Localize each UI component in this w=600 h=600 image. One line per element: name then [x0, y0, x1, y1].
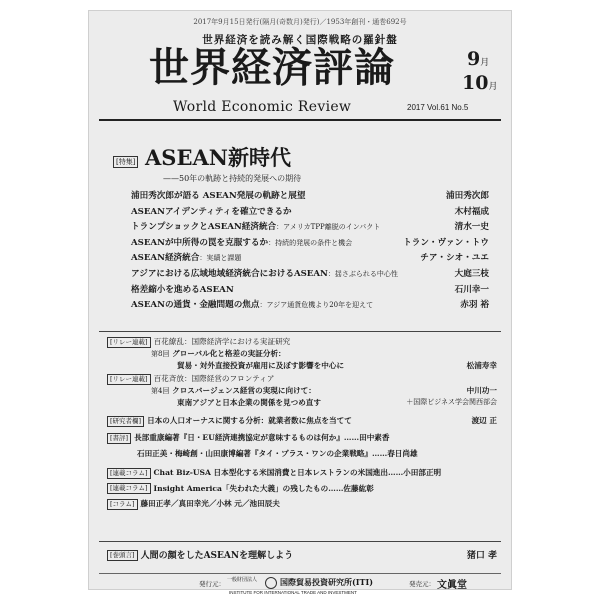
month-9: 9: [467, 48, 481, 70]
section-divider: [99, 541, 501, 542]
seller-name: 文眞堂: [437, 580, 467, 591]
list-item: [131, 298, 489, 314]
article-author: 木村福成: [454, 206, 489, 217]
issue-month-9: [467, 49, 489, 73]
feature-article-list: [131, 189, 489, 314]
article-title: アジアにおける広域地域経済統合におけるASEAN: [131, 268, 328, 279]
iti-logo-icon: [265, 577, 277, 589]
list-item: [131, 189, 489, 205]
tagline: 世界経済を読み解く国際戦略の羅針盤: [202, 34, 398, 46]
article-title: クロスバージェンス経営の実現に向けて：: [172, 385, 316, 395]
article-title: トランプショックとASEAN経済統合: [131, 222, 277, 233]
article-title: ASEAN経済統合: [131, 253, 200, 264]
org-name: 国際貿易投資研究所(ITI): [280, 577, 374, 587]
article-title: ASEANアイデンティティを確立できるか: [131, 206, 292, 217]
month-10: 10: [462, 72, 489, 94]
section-tag: [巻頭言]: [107, 550, 138, 561]
article-author: 清水一史: [454, 222, 489, 233]
article-author: 石川幸一: [454, 284, 489, 295]
article-title: ASEANの通貨・金融問題の焦点: [131, 300, 260, 311]
publisher-label: 発行元：: [199, 580, 225, 588]
article-subtitle: ：揺さぶられる中心性: [327, 269, 398, 278]
list-item: [131, 251, 489, 267]
feature-label: [特集]: [113, 156, 138, 168]
article-author-2: ＋国際ビジネス学会関西部会: [406, 397, 497, 406]
publisher-name: [265, 577, 373, 589]
relay-series-2: [107, 373, 497, 408]
article-author: チア・シオ・ユエ: [420, 253, 489, 264]
series-name: 百花斉放：国際経営のフロンティア: [153, 374, 275, 383]
article-title: グローバル化と格差の実証分析：: [172, 348, 286, 358]
section-tag: [リレー連載]: [107, 337, 151, 348]
list-item: [131, 220, 489, 236]
issue-month-10: [462, 73, 497, 97]
publication-info: 2017年9月15日発行(隔月(奇数月)発行)／1953年創刊・通巻692号: [193, 18, 407, 26]
column-item: Chat Biz-USA 日本型化する米国消費と日本レストランの米国進出……小田部正明: [153, 468, 442, 477]
section-tag: [コラム]: [107, 499, 138, 510]
article-author: 松浦寿幸: [466, 360, 497, 370]
list-item: [131, 236, 489, 252]
column-item: Insight America「失われた大義」の残したもの……佐藤紘彰: [153, 483, 374, 493]
org-type: 一般財団法人: [227, 577, 258, 583]
researcher-column: [107, 415, 497, 427]
book-reviews: [107, 432, 497, 459]
list-item: [131, 205, 489, 221]
article-title: 日本の人口オーナスに関する分析：就業者数に焦点を当てて: [147, 416, 352, 425]
article-subtitle: ：実績と課題: [199, 254, 242, 263]
section-tag: [リレー連載]: [107, 374, 151, 385]
article-title: 格差縮小を進めるASEAN: [131, 284, 234, 295]
article-author: 渡辺 正: [471, 416, 497, 425]
section-tag: [研究者欄]: [107, 416, 144, 427]
article-title-2: 貿易・対外直接投資が雇用に及ぼす影響を中心に: [177, 360, 345, 370]
article-title-2: 東南アジアと日本企業の関係を見つめ直す: [177, 397, 321, 407]
article-title: 浦田秀次郎が語る ASEAN発展の軌跡と展望: [131, 191, 306, 201]
section-tag: [連載コラム]: [107, 483, 151, 494]
article-author: 猪口 孝: [466, 551, 497, 561]
article-subtitle: ：アジア通貨危機より20年を迎えて: [259, 301, 374, 310]
article-subtitle: ：持続的発展の条件と機会: [268, 238, 353, 247]
magazine-cover: [88, 10, 512, 595]
review-item: 石田正美・梅崎創・山田康博編著『タイ・プラス・ワンの企業戦略』……春日尚雄: [137, 448, 418, 458]
volume-info: 2017 Vol.61 No.5: [407, 103, 469, 112]
list-item: [131, 283, 489, 299]
section-tag: [連載コラム]: [107, 468, 151, 479]
relay-series-1: [107, 336, 497, 371]
month-unit: 月: [488, 82, 498, 92]
article-author: 中川功一: [466, 385, 497, 395]
column-authors: 藤田正孝／真田幸光／小林 元／池田辰夫: [140, 499, 280, 508]
month-unit: 月: [480, 58, 490, 68]
feature-subtitle: ——50年の軌跡と持続的発展への期待: [163, 174, 302, 183]
review-item: 長部重康編著『日・EU経済連携協定が意味するものは何か』……田中素香: [134, 433, 390, 442]
feature-title: ASEAN新時代: [145, 145, 291, 170]
section-divider: [99, 331, 501, 332]
serial-columns: [107, 467, 497, 510]
header-divider: [99, 119, 501, 121]
list-item: [131, 267, 489, 283]
part-number: 第8回: [151, 349, 170, 358]
article-author: 浦田秀次郎: [446, 191, 489, 201]
article-author: トラン・ヴァン・トウ: [403, 237, 489, 248]
section-tag: [書評]: [107, 433, 131, 444]
article-subtitle: ：アメリカTPP離脱のインパクト: [276, 223, 381, 232]
seller-label: 発売元：: [409, 580, 435, 588]
article-title: 人間の顔をしたASEANを理解しよう: [140, 551, 294, 561]
magazine-title: 世界経済評論: [149, 44, 395, 91]
part-number: 第4回: [151, 386, 170, 395]
magazine-title-en: World Economic Review: [173, 99, 352, 115]
article-author: 大庭三枝: [454, 268, 489, 279]
article-title: ASEANが中所得の罠を克服するか: [131, 237, 269, 248]
series-name: 百花繚乱：国際経済学における実証研究: [153, 337, 291, 346]
article-author: 赤羽 裕: [460, 300, 489, 311]
org-name-en: INSTITUTE FOR INTERNATIONAL TRADE AND INVESTMENT: [229, 590, 357, 595]
footer-divider: [99, 573, 501, 574]
opening-essay: [107, 548, 497, 561]
